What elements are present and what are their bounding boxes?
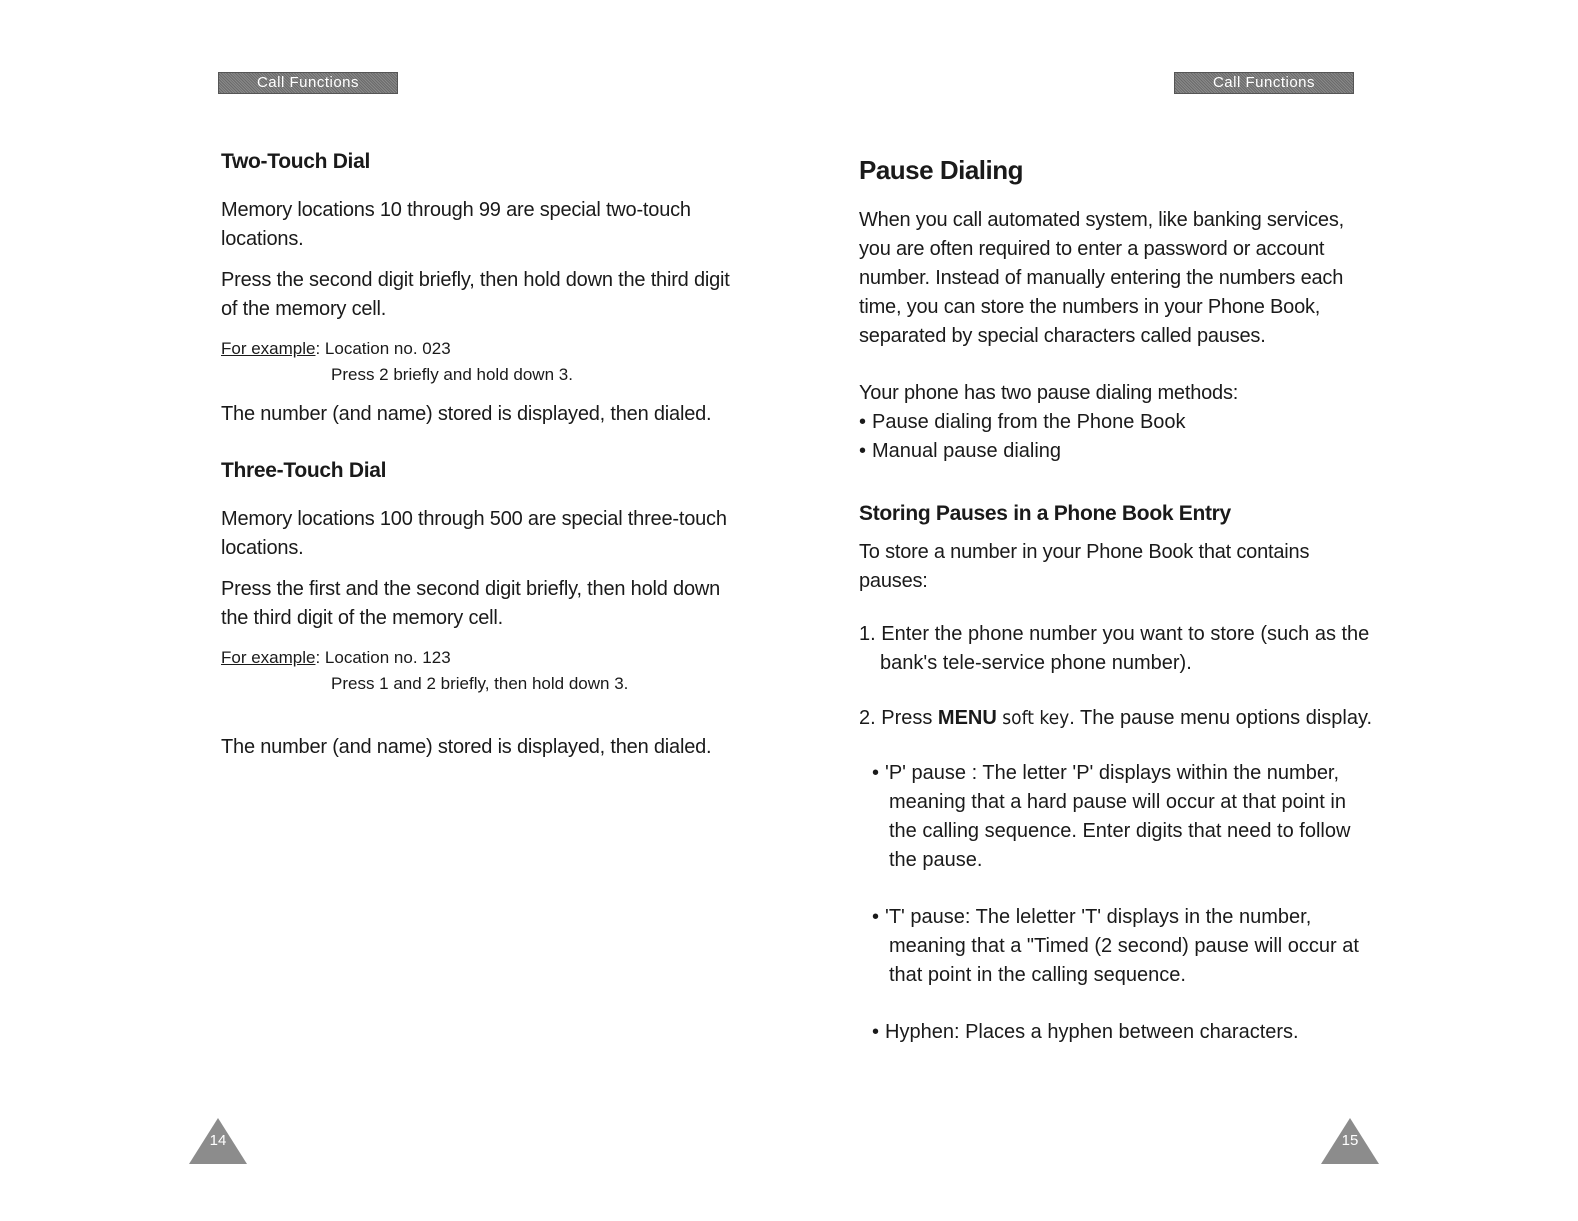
three-touch-example — [221, 645, 741, 697]
step2-prefix: 2. Press — [859, 707, 938, 729]
two-touch-para1: Memory locations 10 through 99 are special two-touch locations. — [221, 199, 691, 250]
example-label: For example — [221, 339, 316, 358]
example-line1: : Location no. 123 — [315, 648, 451, 667]
list-item: • 'T' pause: The leletter 'T' displays in the number, meaning that a "Timed (2 second) pause will occur at that point in the calling sequence. — [872, 903, 1379, 990]
page-number-triangle — [1321, 1118, 1379, 1164]
three-touch-heading: Three-Touch Dial — [221, 459, 387, 482]
example-line2: Press 2 briefly and hold down 3. — [331, 365, 573, 384]
two-touch-para3: The number (and name) stored is displayed, then dialed. — [221, 403, 712, 425]
methods-intro: Your phone has two pause dialing methods: — [859, 382, 1239, 404]
three-touch-para1: Memory locations 100 through 500 are special three-touch locations. — [221, 508, 727, 559]
soft-key-text: soft key — [996, 707, 1070, 729]
page-number: 15 — [1341, 1132, 1359, 1149]
menu-key: MENU — [937, 707, 997, 729]
example-line1: : Location no. 023 — [315, 339, 451, 358]
list-item: • Hyphen: Places a hyphen between characters. — [872, 1018, 1379, 1047]
right-page — [789, 0, 1578, 1221]
storing-heading: Storing Pauses in a Phone Book Entry — [859, 502, 1231, 525]
list-item: • Pause dialing from the Phone Book — [859, 408, 1379, 437]
pause-intro: When you call automated system, like banking services, you are often required to enter a password or account number. Instead of manually entering the numbers each time, you can store the numbers in your Phone Book, separated by special characters called pauses. — [859, 209, 1344, 347]
page-number: 14 — [209, 1132, 227, 1149]
methods-list — [859, 408, 1379, 466]
pause-dialing-title: Pause Dialing — [859, 155, 1023, 185]
step-1: 1. Enter the phone number you want to store (such as the bank's tele-service phone number). — [859, 623, 1370, 674]
header-tab: Call Functions — [1174, 72, 1354, 94]
left-content — [221, 150, 741, 774]
pause-options-list — [872, 759, 1379, 1047]
example-line2: Press 1 and 2 briefly, then hold down 3. — [331, 674, 629, 693]
header-tab: Call Functions — [218, 72, 398, 94]
step2-suffix: . The pause menu options display. — [1069, 707, 1373, 729]
three-touch-para2: Press the first and the second digit briefly, then hold down the third digit of the memory cell. — [221, 578, 721, 629]
two-touch-para2: Press the second digit briefly, then hold down the third digit of the memory cell. — [221, 269, 730, 320]
step-2 — [859, 704, 1379, 733]
two-touch-example — [221, 336, 741, 388]
right-content — [859, 155, 1379, 1075]
page-number-triangle — [189, 1118, 247, 1164]
storing-intro: To store a number in your Phone Book that contains pauses: — [859, 541, 1310, 592]
list-item: • 'P' pause : The letter 'P' displays within the number, meaning that a hard pause will occur at that point in the calling sequence. Enter digits that need to follow the pause. — [872, 759, 1379, 875]
steps-list — [859, 620, 1379, 733]
two-touch-heading: Two-Touch Dial — [221, 150, 371, 173]
list-item: • Manual pause dialing — [859, 437, 1379, 466]
example-label: For example — [221, 648, 316, 667]
three-touch-para3: The number (and name) stored is displayed, then dialed. — [221, 736, 712, 758]
